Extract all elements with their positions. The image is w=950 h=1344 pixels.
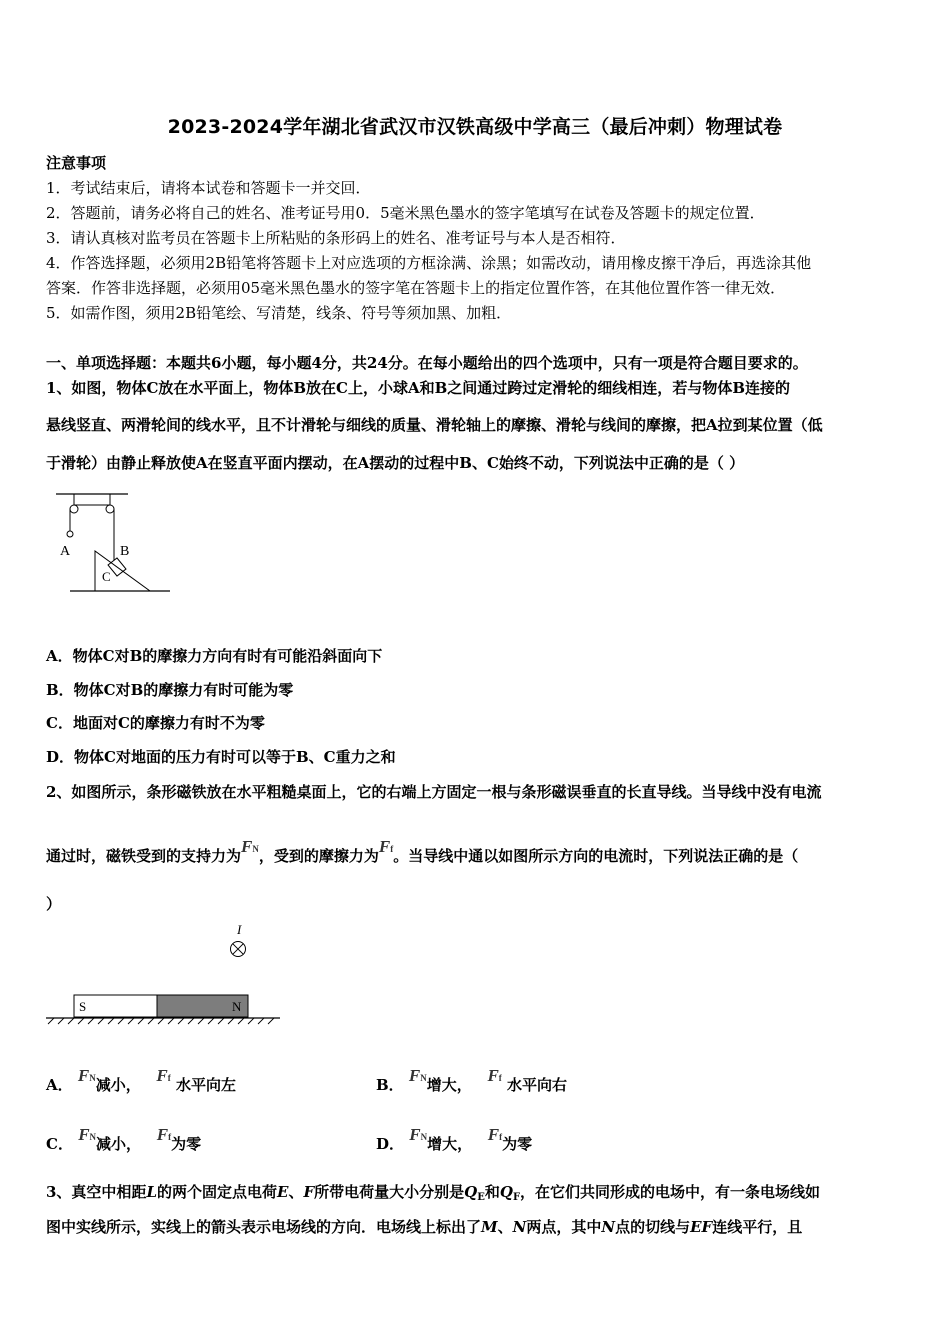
q3-var-qf: Q <box>499 1183 513 1201</box>
q3-var-e: E <box>277 1183 289 1201</box>
q2-d-ff-sub: f <box>499 1132 503 1142</box>
pole-s-label: S <box>79 999 87 1014</box>
page-title: 2023-2024学年湖北省武汉市汉铁高级中学高三（最后冲刺）物理试卷 <box>167 116 783 138</box>
notice-item-3: 3．请认真核对监考员在答题卡上所粘贴的条形码上的姓名、准考证号与本人是否相符． <box>46 229 626 247</box>
q2-line-2-b: ，受到的摩擦力为 <box>258 847 379 865</box>
notice-item-1: 1．考试结束后，请将本试卷和答题卡一并交回． <box>46 179 371 197</box>
table-hatching <box>48 1018 274 1024</box>
q2-line-2-a: 通过时，磁铁受到的支持力为 <box>46 847 242 865</box>
wire-into-page-icon <box>231 942 246 957</box>
current-label: I <box>237 922 242 937</box>
symbol-fn <box>241 837 259 856</box>
q3-sub-e: E <box>477 1192 485 1203</box>
label-a: A <box>60 544 71 559</box>
q2-line-2 <box>46 837 799 866</box>
q2-d-fn <box>409 1125 427 1144</box>
notice-item-4: 4．作答选择题，必须用2B铅笔将答题卡上对应选项的方框涂满、涂黑；如需改动，请用橡皮擦干净后，再选涂其他 <box>46 254 812 272</box>
q2-d-ff <box>488 1125 502 1144</box>
notice-item-4-cont: 答案．作答非选择题，必须用05毫米黑色墨水的签字笔在答题卡上的指定位置作答，在其他位置作答一律无效． <box>46 279 786 297</box>
q2-a-ff-letter: F <box>156 1066 168 1085</box>
q1-line-2: 悬线竖直、两滑轮间的线水平，且不计滑轮与细线的质量、滑轮轴上的摩擦、滑轮与线间的摩擦，把A拉到某位置（低 <box>46 416 823 434</box>
pole-n-label: N <box>232 999 242 1014</box>
q3-var-f: F <box>303 1183 315 1201</box>
q3-and: 和 <box>484 1183 500 1201</box>
q2-d-text2: 为零 <box>502 1135 533 1153</box>
q2-b-ff-sub: f <box>498 1073 502 1083</box>
q2-line-2-c: 。当导线中通以如图所示方向的电流时，下列说法正确的是（ <box>393 847 799 865</box>
q3-sub-f: F <box>512 1192 521 1203</box>
q3-var-n-2: N <box>601 1218 616 1236</box>
q2-d-text1: 增大， <box>427 1135 473 1153</box>
q1-line-3: 于滑轮）由静止释放使A在竖直平面内摆动，在A摆动的过程中B、C始终不动，下列说法中正确的是（ ） <box>46 454 745 472</box>
notice-heading: 注意事项 <box>46 154 107 172</box>
q2-b-ff <box>487 1066 501 1085</box>
q3-l2-c: 点的切线与 <box>615 1218 691 1236</box>
pulley-right <box>106 505 114 513</box>
q2-c-ff-letter: F <box>156 1125 169 1144</box>
q2-option-b <box>376 1066 568 1095</box>
label-b: B <box>120 544 130 559</box>
q2-d-letter: D． <box>376 1135 405 1153</box>
q2-c-text1: 减小， <box>96 1135 142 1153</box>
q2-d-fn-letter: F <box>409 1125 421 1144</box>
q2-a-ff <box>156 1066 170 1085</box>
q2-b-ff-letter: F <box>487 1066 499 1085</box>
notice-item-5: 5．如需作图，须用2B铅笔绘、写清楚，线条、符号等须加黑、加粗． <box>46 304 512 322</box>
q3-var-ef: EF <box>690 1218 713 1236</box>
q1-option-a: A．物体C对B的摩擦力方向有时有可能沿斜面向下 <box>46 647 383 665</box>
label-c: C <box>102 569 111 584</box>
q2-a-fn-sub: N <box>89 1073 96 1083</box>
ball-a <box>67 531 73 537</box>
q2-c-fn-letter: F <box>78 1125 90 1144</box>
q2-figure <box>44 920 284 1030</box>
magnet-s-half <box>74 995 157 1017</box>
q3-l1-a: 3、真空中相距 <box>46 1183 147 1201</box>
q2-a-ff-sub: f <box>167 1073 171 1083</box>
q1-line-1: 1、如图，物体C放在水平面上，物体B放在C上，小球A和B之间通过跨过定滑轮的细线相连，若与物体B连接的 <box>46 379 790 397</box>
q2-a-text2: 水平向左 <box>175 1076 236 1094</box>
q2-c-text2: 为零 <box>171 1135 202 1153</box>
fn-letter: F <box>241 837 253 856</box>
q2-b-fn-sub: N <box>420 1073 427 1083</box>
q2-d-ff-letter: F <box>487 1125 500 1144</box>
q3-line-1 <box>46 1181 820 1203</box>
q3-var-m: M <box>481 1218 498 1236</box>
q3-sep-2: 、 <box>497 1218 513 1236</box>
q2-option-a <box>46 1066 236 1095</box>
q2-b-text1: 增大， <box>426 1076 472 1094</box>
q2-a-fn-letter: F <box>77 1066 90 1085</box>
q2-c-fn <box>78 1125 96 1144</box>
ff-sub: f <box>390 844 394 854</box>
q1-option-c: C．地面对C的摩擦力有时不为零 <box>46 714 265 732</box>
ff-letter: F <box>378 837 391 856</box>
q3-line-2 <box>46 1216 802 1237</box>
q2-a-text1: 减小， <box>95 1076 141 1094</box>
q2-b-letter: B． <box>376 1076 404 1094</box>
pulley-left <box>70 505 78 513</box>
fn-sub: N <box>252 844 259 854</box>
q2-line-3: ） <box>46 895 62 913</box>
notice-item-2: 2．答题前，请务必将自己的姓名、准考证号用0．5毫米黑色墨水的签字笔填写在试卷及答题卡的规定位置． <box>46 204 765 222</box>
q3-sep: 、 <box>288 1183 304 1201</box>
q2-line-1: 2、如图所示，条形磁铁放在水平粗糙桌面上，它的右端上方固定一根与条形磁误垂直的长直导线。当导线中没有电流 <box>46 783 822 801</box>
q3-l1-b: 的两个固定点电荷 <box>157 1183 278 1201</box>
q2-option-c <box>46 1125 202 1154</box>
q2-option-d <box>376 1125 533 1154</box>
section-heading: 一、单项选择题：本题共6小题，每小题4分，共24分。在每小题给出的四个选项中，只有一项是符合题目要求的。 <box>46 354 808 372</box>
q2-b-text2: 水平向右 <box>507 1076 568 1094</box>
q2-c-letter: C． <box>46 1135 73 1153</box>
q2-c-ff-sub: f <box>168 1132 172 1142</box>
q3-l1-c: 所带电荷量大小分别是 <box>314 1183 465 1201</box>
q3-var-qe: Q <box>464 1183 478 1201</box>
q1-figure <box>46 487 176 597</box>
q1-option-d: D．物体C对地面的压力有时可以等于B、C重力之和 <box>46 748 396 766</box>
q3-l2-a: 图中实线所示，实线上的箭头表示电场线的方向．电场线上标出了 <box>46 1218 482 1236</box>
q3-var-n: N <box>512 1218 527 1236</box>
q2-b-fn <box>409 1066 427 1085</box>
q2-c-fn-sub: N <box>89 1132 97 1142</box>
symbol-ff <box>379 837 393 856</box>
q3-l1-d: ，在它们共同形成的电场中，有一条电场线如 <box>520 1183 821 1201</box>
q2-a-letter: A． <box>46 1076 73 1094</box>
q3-l2-d: 连线平行，且 <box>712 1218 803 1236</box>
q2-d-fn-sub: N <box>420 1132 428 1142</box>
q3-var-l: L <box>146 1183 157 1201</box>
q1-option-b: B．物体C对B的摩擦力有时可能为零 <box>46 681 294 699</box>
q2-a-fn <box>78 1066 96 1085</box>
q2-c-ff <box>157 1125 171 1144</box>
q3-l2-b: 两点，其中 <box>526 1218 602 1236</box>
q2-b-fn-letter: F <box>408 1066 421 1085</box>
